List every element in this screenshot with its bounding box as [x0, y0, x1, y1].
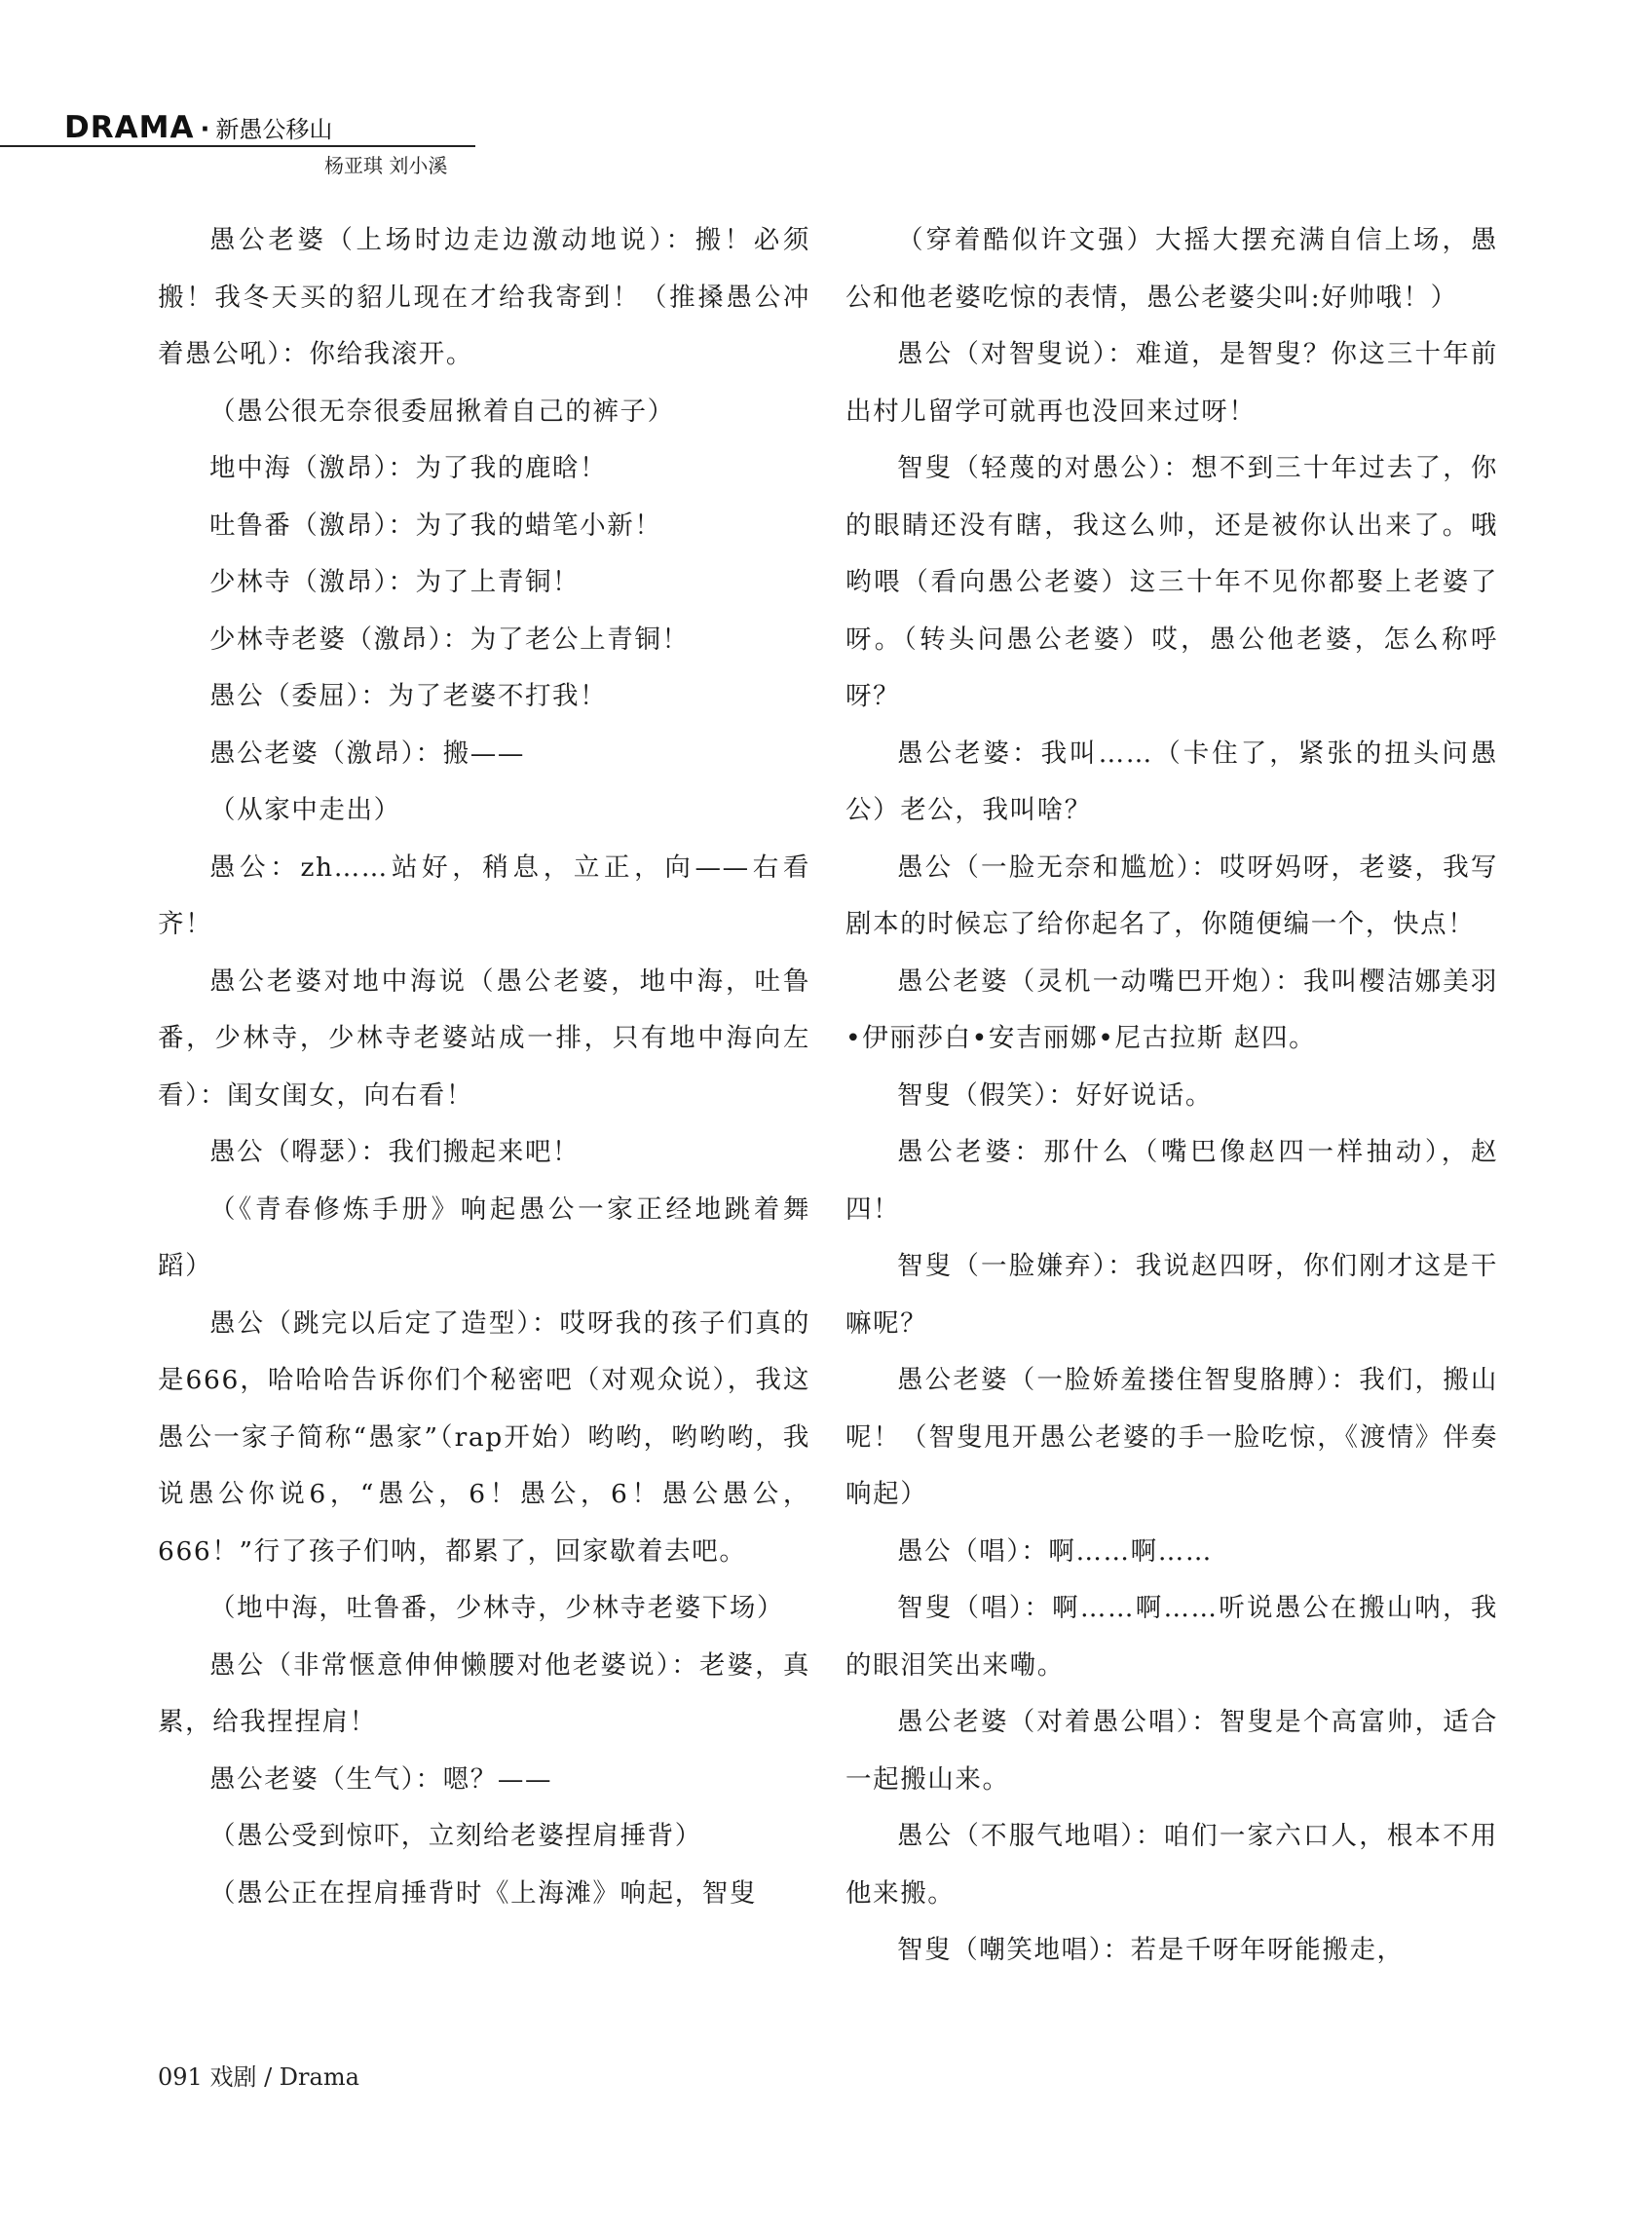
paragraph: 愚公老婆：那什么（嘴巴像赵四一样抽动），赵四！: [845, 1137, 1498, 1225]
paragraph: 少林寺老婆（激昂）：为了老公上青铜！: [209, 624, 690, 655]
paragraph: （地中海，吐鲁番，少林寺，少林寺老婆下场）: [209, 1593, 785, 1623]
paragraph: 愚公老婆（激昂）：搬——: [209, 738, 525, 769]
right-text-column: [845, 212, 1498, 1980]
article-title: 新愚公移山: [215, 116, 333, 143]
paragraph: 地中海（激昂）：为了我的鹿晗！: [209, 453, 608, 483]
paragraph: 智叟（唱）：啊……啊……听说愚公在搬山呐，我的眼泪笑出来嘞。: [845, 1593, 1498, 1681]
paragraph: 愚公（唱）：啊……啊……: [897, 1535, 1213, 1567]
paragraph: 智叟（嘲笑地唱）：若是千呀年呀能搬走，: [897, 1935, 1405, 1965]
paragraph: （从家中走出）: [209, 795, 401, 825]
paragraph: 愚公老婆（对着愚公唱）：智叟是个高富帅，适合一起搬山来。: [845, 1707, 1498, 1795]
journal-brand: [64, 110, 332, 145]
paragraph: 愚公老婆（灵机一动嘴巴开炮）：我叫樱洁娜美羽•伊丽莎白•安吉丽娜•尼古拉斯 赵四。: [845, 965, 1498, 1053]
paragraph: 愚公（非常惬意伸伸懒腰对他老婆说）：老婆，真累，给我捏捏肩！: [158, 1649, 810, 1737]
journal-name: 戏剧 / Drama: [209, 2063, 359, 2091]
header-rule: [0, 145, 475, 147]
paragraph: （《青春修炼手册》响起愚公一家正经地跳着舞蹈）: [158, 1193, 810, 1281]
article-authors: 杨亚琪 刘小溪: [324, 154, 448, 177]
paragraph: 愚公老婆（生气）：嗯？——: [209, 1763, 553, 1795]
paragraph: 愚公老婆（一脸娇羞搂住智叟胳膊）：我们，搬山呢！（智叟甩开愚公老婆的手一脸吃惊，《渡情》伴奏响起）: [845, 1365, 1498, 1509]
paragraph: 愚公（不服气地唱）：咱们一家六口人，根本不用他来搬。: [845, 1821, 1498, 1909]
page-footer: [158, 2058, 359, 2092]
page-number: 091: [158, 2063, 203, 2091]
paragraph: 愚公（委屈）：为了老婆不打我！: [209, 681, 608, 711]
left-text-column: [158, 212, 810, 1922]
paragraph: 智叟（轻蔑的对愚公）：想不到三十年过去了，你的眼睛还没有瞎，我这么帅，还是被你认出来了。哦哟喂（看向愚公老婆）这三十年不见你都娶上老婆了呀。（转头问愚公老婆）哎，愚公他老婆，怎么称呼呀？: [845, 453, 1498, 711]
paragraph: 愚公（跳完以后定了造型）：哎呀我的孩子们真的是666，哈哈哈告诉你们个秘密吧（对观众说），我这愚公一家子简称“愚家”（rap开始）哟哟，哟哟哟，我说愚公你说6，“愚公，6！愚公，6！愚公愚公，666！”行了孩子们呐，都累了，回家歇着去吧。: [158, 1307, 810, 1567]
paragraph: 吐鲁番（激昂）：为了我的蜡笔小新！: [209, 510, 662, 541]
paragraph: 愚公（一脸无奈和尴尬）：哎呀妈呀，老婆，我写剧本的时候忘了给你起名了，你随便编一个，快点！: [845, 851, 1498, 939]
paragraph: （愚公受到惊吓，立刻给老婆捏肩捶背）: [209, 1821, 702, 1851]
paragraph: 智叟（假笑）：好好说话。: [897, 1079, 1213, 1111]
paragraph: （愚公正在捏肩捶背时《上海滩》响起，智叟: [209, 1877, 757, 1909]
paragraph: 愚公老婆（上场时边走边激动地说）：搬！必须搬！我冬天买的貂儿现在才给我寄到！（推搡愚公冲着愚公吼）：你给我滚开。: [158, 225, 810, 369]
paragraph: 智叟（一脸嫌弃）：我说赵四呀，你们刚才这是干嘛呢？: [845, 1251, 1498, 1339]
paragraph: 愚公老婆对地中海说（愚公老婆，地中海，吐鲁番，少林寺，少林寺老婆站成一排，只有地中海向左看）：闺女闺女，向右看！: [158, 965, 810, 1111]
paragraph: 愚公（对智叟说）：难道，是智叟？你这三十年前出村儿留学可就再也没回来过呀！: [845, 339, 1498, 427]
paragraph: （愚公很无奈很委屈揪着自己的裤子）: [209, 396, 675, 427]
paragraph: 愚公：zh……站好，稍息，立正，向——右看齐！: [158, 851, 810, 939]
page-header: [0, 0, 1652, 195]
brand-separator: ·: [200, 115, 210, 144]
brand-wordmark: DRAMA: [64, 110, 195, 145]
paragraph: 愚公（嘚瑟）：我们搬起来吧！: [209, 1137, 581, 1167]
paragraph: 少林寺（激昂）：为了上青铜！: [209, 567, 581, 597]
paragraph: （穿着酷似许文强）大摇大摆充满自信上场，愚公和他老婆吃惊的表情，愚公老婆尖叫:好帅哦！）: [845, 225, 1498, 313]
paragraph: 愚公老婆：我叫……（卡住了，紧张的扭头问愚公）老公，我叫啥？: [845, 738, 1498, 825]
